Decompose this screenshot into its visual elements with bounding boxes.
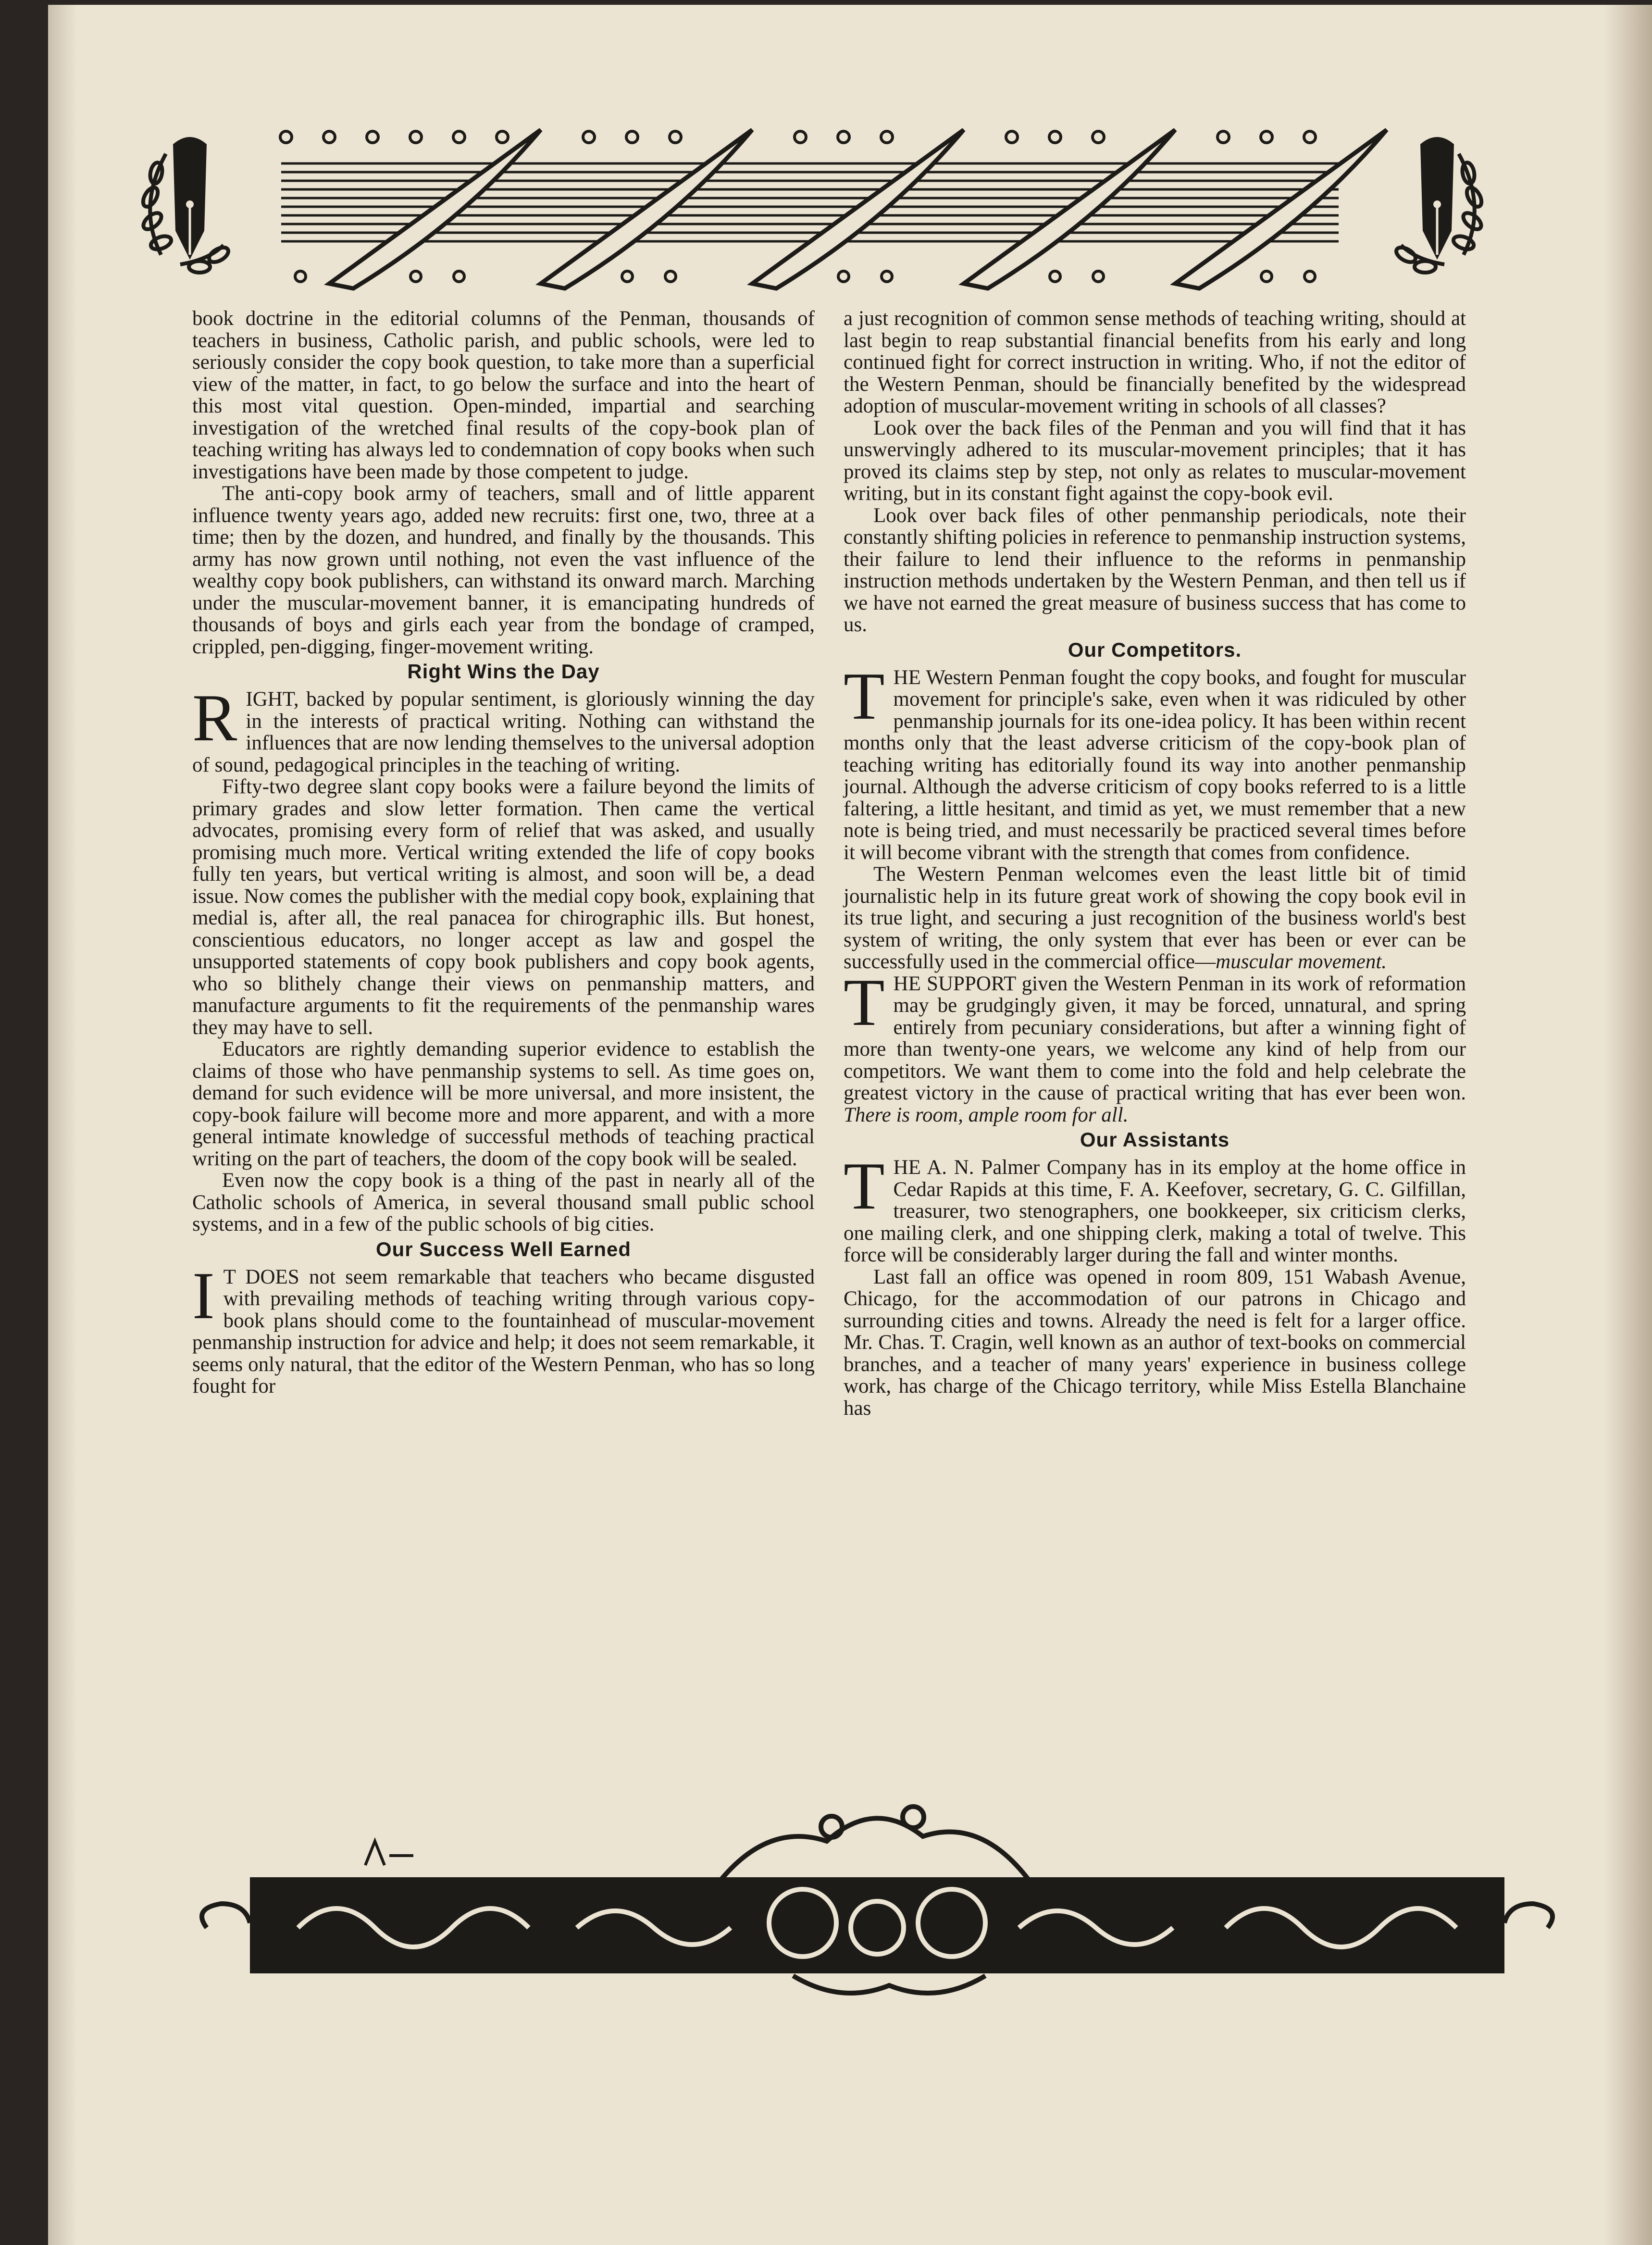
drop-cap: T (844, 965, 885, 1040)
paragraph-text: The Western Penman welcomes even the least little bit of timid journalistic help in its future great work of showing the copy book evil in its true light, and securing a just recognition of the business world's best system of writing, the only system that ever has been or ever can be successfully used in the commercial office— (844, 863, 1466, 973)
paragraph-text: HE SUPPORT given the Western Penman in its work of reformation may be grudgingly given, it may be forced, unnatural, and spring entirely from pecuniary considerations, but after a winning fight of more than twenty-one years, we welcome any kind of help from our competitors. We want them to come into the fold and help celebrate the greatest victory in the cause of practical writing that has ever been won. (844, 972, 1466, 1104)
paragraph-dropcap (844, 965, 1466, 1126)
emphasis-text: muscular movement. (1216, 950, 1387, 973)
magazine-page (48, 5, 1652, 2245)
section-heading-assistants: Our Assistants (1080, 1128, 1230, 1151)
paragraph: Look over the back files of the Penman and you will find that it has unswervingly adhered to its muscular-movement principles; that it has proved its claims step by step, not only as relates to muscular-movement writing, but in its constant fight against the copy-book evil. (844, 416, 1466, 505)
artist-signature (365, 1841, 413, 1865)
paragraph-text: HE A. N. Palmer Company has in its employ at the home office in Cedar Rapids at this time, F. A. Keefover, secretary, G. C. Gilfillan, treasurer, two stenographers, one bookkeeper, six criticism clerks, one mailing clerk, and one shipping clerk, making a total of twelve. This force will be considerably larger during the fall and winter months. (844, 1156, 1466, 1266)
paragraph: Last fall an office was opened in room 809, 151 Wabash Avenue, Chicago, for the accommodation of our patrons in Chicago and surrounding cities and towns. Already the need is felt for a larger office. Mr. Chas. T. Cragin, well known as an author of text-books on commercial branches, and a teacher of many years' experience in business college work, has charge of the Chicago territory, while Miss Estella Blanchaine has (844, 1265, 1466, 1420)
paragraph (844, 863, 1466, 973)
footer-ornament (192, 1784, 1562, 2005)
drop-cap: R (192, 681, 237, 755)
section-heading-success: Our Success Well Earned (375, 1237, 632, 1260)
paragraph: Even now the copy book is a thing of the past in nearly all of the Catholic schools of America, in several thousand small public school systems, and in a few of the public schools of big cities. (192, 1169, 815, 1235)
drop-cap: T (844, 1149, 885, 1223)
right-column (844, 308, 1466, 1419)
drop-cap: T (844, 659, 885, 734)
paragraph: Educators are rightly demanding superior evidence to establish the claims of those who have penmanship systems to sell. As time goes on, demand for such evidence will be more universal, and more insistent, the copy-book failure will become more and more apparent, and with a more general intimate knowledge of successful methods of teaching practical writing on the part of teachers, the doom of the copy book will be sealed. (192, 1038, 815, 1170)
paragraph-text: HE Western Penman fought the copy books, and fought for muscular movement for principle's sake, even when it was ridiculed by other penmanship journals for its one-idea policy. It has been within recent months only that the least adverse criticism of the copy-book plan of teaching writing has editorially found its way into another penmanship journal. Although the adverse criticism of copy books referred to is a little faltering, a little hesitant, and timid as yet, we must remember that a new note is being tried, and must necessarily be practiced several times before it will become vibrant with the strength that comes from confidence. (844, 666, 1466, 864)
paragraph-dropcap (192, 681, 815, 776)
trefoil-row-bottom (295, 271, 1315, 282)
paragraph-text: IGHT, backed by popular sentiment, is gloriously winning the day in the interests of practical writing. Nothing can withstand the influences that are now lending themselves to the universal adoption of sound, pedagogical principles in the teaching of writing. (192, 688, 815, 776)
paragraph: book doctrine in the editorial columns of the Penman, thousands of teachers in business, Catholic parish, and public schools, were led to seriously consider the copy book question, to take more than a superficial view of the matter, in fact, to go below the surface and into the heart of this most vital question. Open-minded, impartial and searching investigation of the wretched final results of the copy-book plan of teaching writing has always led to condemnation of copy books when such investigations have been made by those competent to judge. (192, 307, 815, 483)
section-heading-right-wins: Right Wins the Day (407, 660, 600, 683)
paragraph: Look over back files of other penmanship periodicals, note their constantly shifting policies in reference to penmanship instruction systems, their failure to lend their influence to the reforms in penmanship instruction methods undertaken by the Western Penman, and then tell us if we have not earned the great measure of business success that has come to us. (844, 504, 1466, 636)
section-heading-competitors: Our Competitors. (1068, 638, 1242, 661)
pen-nib-right-icon (1420, 137, 1454, 260)
paragraph-dropcap (192, 1258, 815, 1397)
paragraph: The anti-copy book army of teachers, small and of little apparent influence twenty years ago, added new recruits: first one, two, three at a time; then by the dozen, and hundred, and finally by the thousands. This army has now grown until nothing, not even the vast influence of the wealthy copy book publishers, can withstand its onward march. Marching under the muscular-movement banner, it is emancipating hundreds of thousands of boys and girls each year from the bondage of cramped, crippled, pen-digging, finger-movement writing. (192, 482, 815, 658)
paragraph: Fifty-two degree slant copy books were a failure beyond the limits of primary grades and slow letter formation. Then came the vertical advocates, promising every form of relief that was asked, and usually promising much more. Vertical writing extended the life of copy books fully ten years, but vertical writing is almost, and soon will be, a dead issue. Now comes the publisher with the medial copy book, explaining that medial is, after all, the real panacea for chirographic ills. But honest, conscientious educators, no longer accept as law and gospel the unsupported statements of copy book publishers and copy book agents, who so blithely change their views on penmanship matters, and manufacture arguments to fit the requirements of the penmanship wares they may have to sell. (192, 775, 815, 1039)
left-column (192, 308, 815, 1397)
paragraph-dropcap (844, 1149, 1466, 1266)
black-banner (250, 1877, 1504, 1973)
emphasis-text: There is room, ample room for all. (844, 1103, 1129, 1126)
quill-strokes (329, 130, 1387, 288)
pen-nib-left-icon (173, 137, 207, 260)
header-ornament (127, 101, 1497, 312)
paragraph-text: T DOES not seem remarkable that teachers who became disgusted with prevailing methods of teaching writing through various copy-book plans should come to the fountainhead of muscular-movement penmanship instruction for advice and help; it does not seem remarkable, it seems only natural, that the editor of the Western Penman, who has so long fought for (192, 1265, 815, 1397)
drop-cap: I (192, 1258, 215, 1333)
paragraph-dropcap (844, 659, 1466, 864)
paragraph: a just recognition of common sense methods of teaching writing, should at last begin to reap substantial financial benefits from his early and long continued fight for correct instruction in writing. Who, if not the editor of the Western Penman, should be financially benefited by the widespread adoption of muscular-movement writing in schools of all classes? (844, 307, 1466, 417)
